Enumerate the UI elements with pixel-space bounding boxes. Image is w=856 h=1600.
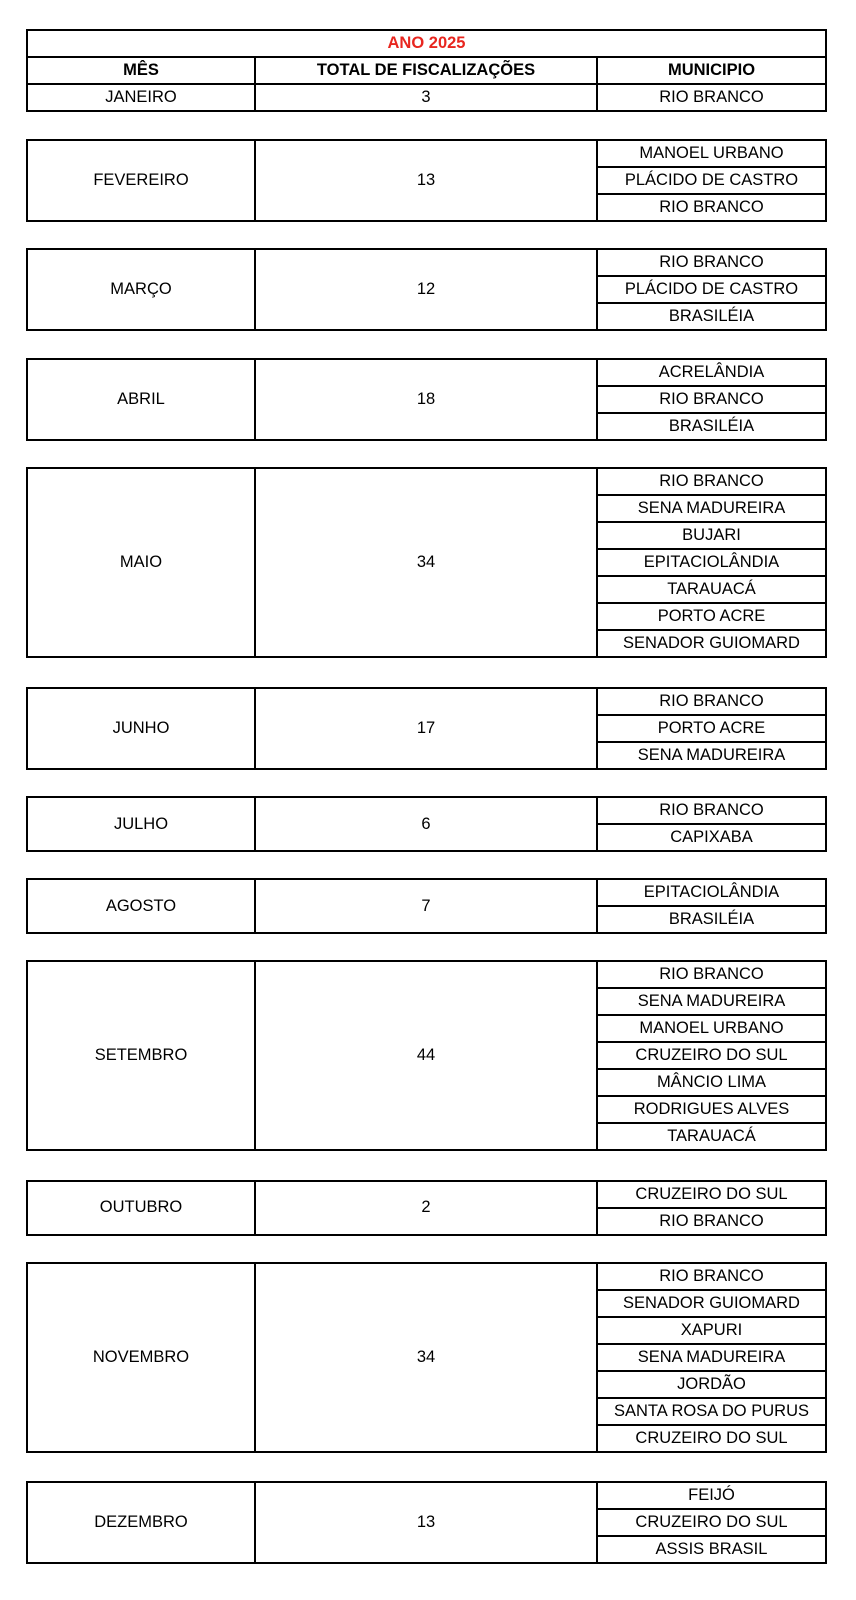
municipio-cell: RIO BRANCO — [597, 194, 826, 221]
municipio-cell: TARAUACÁ — [597, 1123, 826, 1150]
municipio-cell: ASSIS BRASIL — [597, 1536, 826, 1563]
table-row — [27, 1263, 826, 1290]
total-cell: 13 — [255, 140, 597, 221]
month-block — [26, 1262, 827, 1453]
total-cell: 12 — [255, 249, 597, 330]
municipio-cell: ACRELÂNDIA — [597, 359, 826, 386]
municipio-cell: XAPURI — [597, 1317, 826, 1344]
month-cell: ABRIL — [27, 359, 255, 440]
month-cell: NOVEMBRO — [27, 1263, 255, 1452]
municipio-cell: BRASILÉIA — [597, 303, 826, 330]
municipio-cell: PLÁCIDO DE CASTRO — [597, 167, 826, 194]
municipio-cell: PLÁCIDO DE CASTRO — [597, 276, 826, 303]
municipio-cell: RIO BRANCO — [597, 961, 826, 988]
month-block — [26, 139, 827, 222]
month-cell: MAIO — [27, 468, 255, 657]
table-row — [27, 879, 826, 906]
month-block — [26, 1481, 827, 1564]
table-row — [27, 249, 826, 276]
month-block — [26, 796, 827, 852]
header-municipio: MUNICIPIO — [597, 57, 826, 84]
month-cell: FEVEREIRO — [27, 140, 255, 221]
header-total: TOTAL DE FISCALIZAÇÕES — [255, 57, 597, 84]
municipio-cell: RIO BRANCO — [597, 386, 826, 413]
month-block — [26, 960, 827, 1151]
header-table — [26, 29, 827, 112]
municipio-cell: EPITACIOLÂNDIA — [597, 879, 826, 906]
municipio-cell: SENA MADUREIRA — [597, 742, 826, 769]
municipio-cell: RIO BRANCO — [597, 468, 826, 495]
municipio-cell: SENA MADUREIRA — [597, 988, 826, 1015]
year-title: ANO 2025 — [27, 30, 826, 57]
header-month: MÊS — [27, 57, 255, 84]
total-cell: 3 — [255, 84, 597, 111]
total-cell: 7 — [255, 879, 597, 933]
municipio-cell: RIO BRANCO — [597, 797, 826, 824]
total-cell: 18 — [255, 359, 597, 440]
municipio-cell: SENADOR GUIOMARD — [597, 630, 826, 657]
municipio-cell: CRUZEIRO DO SUL — [597, 1425, 826, 1452]
municipio-cell: PORTO ACRE — [597, 603, 826, 630]
municipio-cell: RODRIGUES ALVES — [597, 1096, 826, 1123]
month-block — [26, 878, 827, 934]
table-row — [27, 359, 826, 386]
municipio-cell: CRUZEIRO DO SUL — [597, 1509, 826, 1536]
municipio-cell: MANOEL URBANO — [597, 140, 826, 167]
total-cell: 13 — [255, 1482, 597, 1563]
month-block — [26, 248, 827, 331]
municipio-cell: SANTA ROSA DO PURUS — [597, 1398, 826, 1425]
month-block — [26, 687, 827, 770]
total-cell: 17 — [255, 688, 597, 769]
municipio-cell: RIO BRANCO — [597, 688, 826, 715]
municipio-cell: RIO BRANCO — [597, 84, 826, 111]
municipio-cell: JORDÃO — [597, 1371, 826, 1398]
month-cell: JANEIRO — [27, 84, 255, 111]
total-cell: 2 — [255, 1181, 597, 1235]
municipio-cell: RIO BRANCO — [597, 1208, 826, 1235]
month-cell: DEZEMBRO — [27, 1482, 255, 1563]
table-row — [27, 140, 826, 167]
municipio-cell: BRASILÉIA — [597, 413, 826, 440]
month-cell: OUTUBRO — [27, 1181, 255, 1235]
municipio-cell: CRUZEIRO DO SUL — [597, 1042, 826, 1069]
municipio-cell: TARAUACÁ — [597, 576, 826, 603]
municipio-cell: MÂNCIO LIMA — [597, 1069, 826, 1096]
table-row — [27, 1181, 826, 1208]
municipio-cell: SENA MADUREIRA — [597, 495, 826, 522]
month-block — [26, 358, 827, 441]
municipio-cell: EPITACIOLÂNDIA — [597, 549, 826, 576]
total-cell: 44 — [255, 961, 597, 1150]
table-row — [27, 961, 826, 988]
municipio-cell: SENA MADUREIRA — [597, 1344, 826, 1371]
total-cell: 6 — [255, 797, 597, 851]
municipio-cell: FEIJÓ — [597, 1482, 826, 1509]
month-block — [26, 467, 827, 658]
table-row — [27, 84, 826, 111]
municipio-cell: SENADOR GUIOMARD — [597, 1290, 826, 1317]
table-row — [27, 797, 826, 824]
total-cell: 34 — [255, 468, 597, 657]
table-row — [27, 468, 826, 495]
municipio-cell: RIO BRANCO — [597, 249, 826, 276]
month-block — [26, 1180, 827, 1236]
month-cell: AGOSTO — [27, 879, 255, 933]
month-cell: SETEMBRO — [27, 961, 255, 1150]
municipio-cell: MANOEL URBANO — [597, 1015, 826, 1042]
month-cell: JUNHO — [27, 688, 255, 769]
table-row — [27, 688, 826, 715]
municipio-cell: BUJARI — [597, 522, 826, 549]
municipio-cell: BRASILÉIA — [597, 906, 826, 933]
total-cell: 34 — [255, 1263, 597, 1452]
table-row — [27, 1482, 826, 1509]
month-cell: MARÇO — [27, 249, 255, 330]
municipio-cell: PORTO ACRE — [597, 715, 826, 742]
municipio-cell: RIO BRANCO — [597, 1263, 826, 1290]
month-cell: JULHO — [27, 797, 255, 851]
municipio-cell: CAPIXABA — [597, 824, 826, 851]
municipio-cell: CRUZEIRO DO SUL — [597, 1181, 826, 1208]
